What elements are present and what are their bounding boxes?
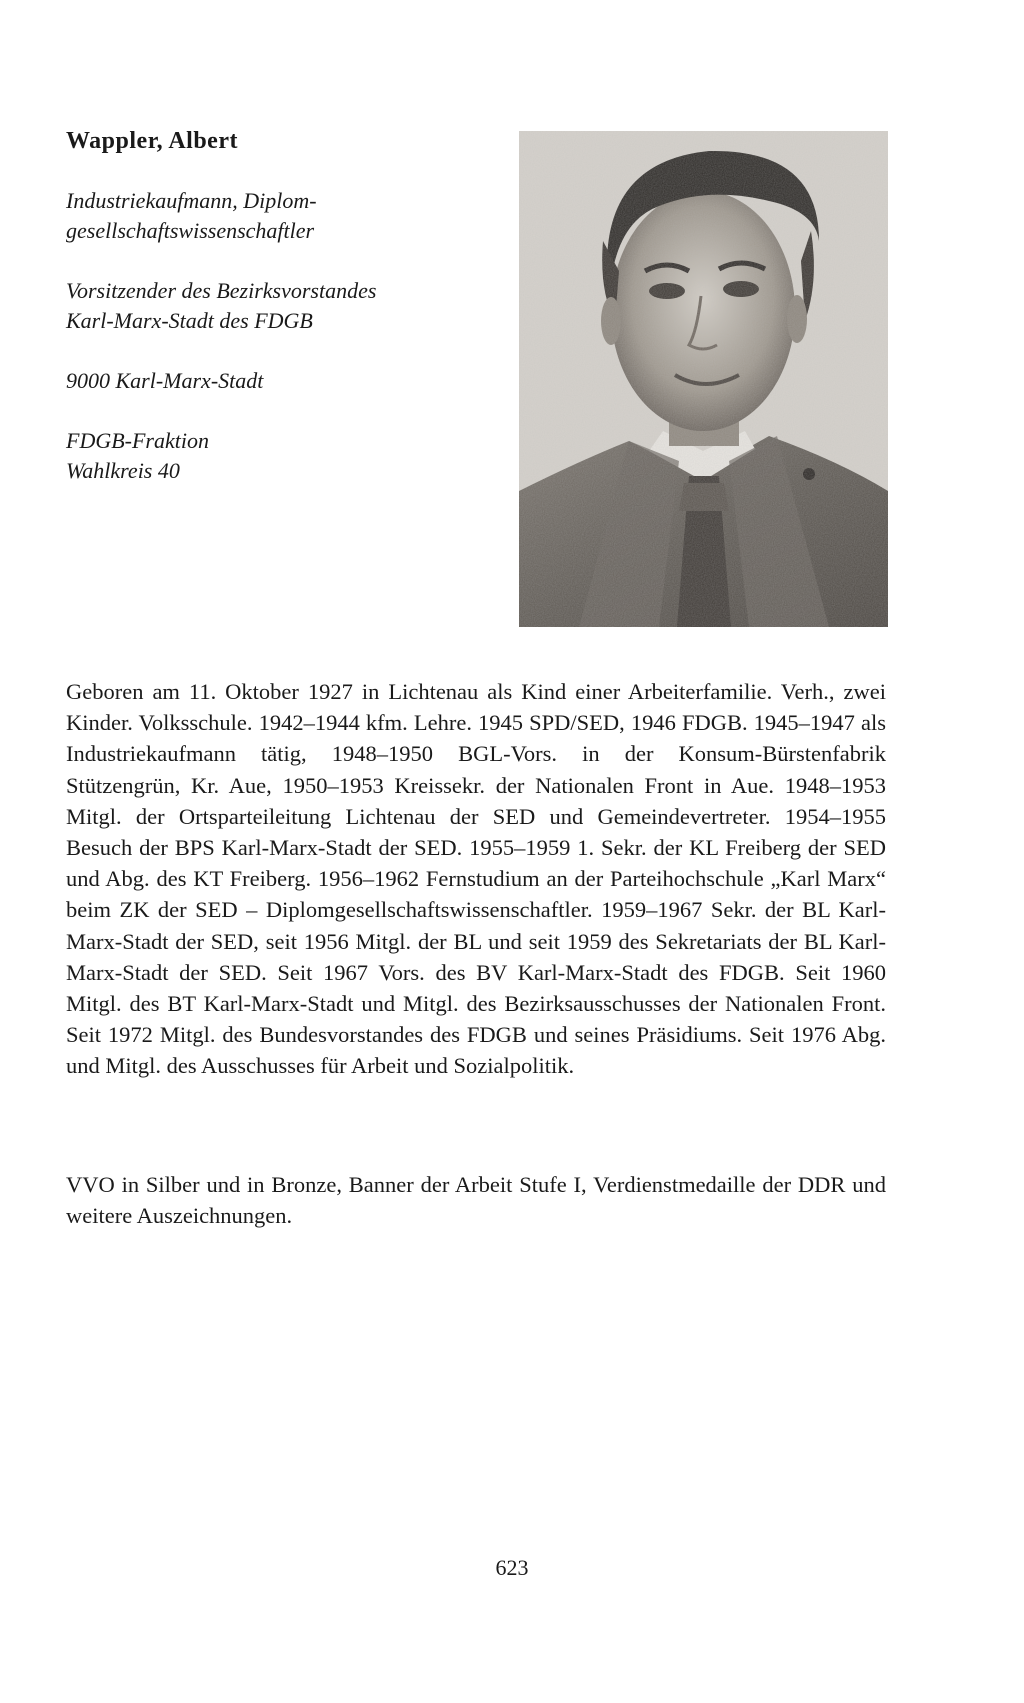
profession	[66, 186, 506, 246]
biography-text	[66, 676, 886, 1082]
faction: FDGB-Fraktion	[66, 428, 209, 453]
profession-line: Industriekaufmann, Diplom-	[66, 188, 317, 213]
address	[66, 366, 506, 396]
page-number: 623	[495, 1555, 529, 1580]
address-line: 9000 Karl-Marx-Stadt	[66, 368, 264, 393]
position	[66, 276, 506, 336]
portrait-photo	[519, 131, 888, 627]
constituency: Wahlkreis 40	[66, 458, 180, 483]
position-line: Vorsitzender des Bezirksvorstandes	[66, 278, 377, 303]
biography-paragraph: Geboren am 11. Oktober 1927 in Lichtenau als Kind einer Arbeiterfamilie. Verh., zwei Kinder. Volksschule. 1942–1944 kfm. Lehre. 1945 SPD/SED, 1946 FDGB. 1945–1947 als Industriekaufmann tätig, 1948–1950 BGL-Vors. in der Konsum-Bürstenfabrik Stützengrün, Kr. Aue, 1950–1953 Kreissekr. der Nationalen Front in Aue. 1948–1953 Mitgl. der Ortsparteileitung Lichtenau der SED und Gemeindevertreter. 1954–1955 Besuch der BPS Karl-Marx-Stadt der SED. 1955–1959 1. Sekr. der KL Freiberg der SED und Abg. des KT Freiberg. 1956–1962 Fernstudium an der Parteihochschule „Karl Marx“ beim ZK der SED – Diplomgesellschaftswissenschaftler. 1959–1967 Sekr. der BL Karl-Marx-Stadt der SED, seit 1956 Mitgl. der BL und seit 1959 des Sekretariats der BL Karl-Marx-Stadt der SED. Seit 1967 Vors. des BV Karl-Marx-Stadt des FDGB. Seit 1960 Mitgl. des BT Karl-Marx-Stadt und Mitgl. des Bezirksausschusses der Nationalen Front. Seit 1972 Mitgl. des Bundesvorstandes des FDGB und seines Präsidiums. Seit 1976 Abg. und Mitgl. des Ausschusses für Arbeit und Sozialpolitik.	[66, 679, 886, 1079]
position-line: Karl-Marx-Stadt des FDGB	[66, 308, 313, 333]
parliamentary-group	[66, 426, 506, 486]
person-info	[66, 186, 506, 486]
person-name: Wappler, Albert	[66, 128, 238, 154]
profession-line: gesellschaftswissenschaftler	[66, 218, 315, 243]
awards-text: VVO in Silber und in Bronze, Banner der Arbeit Stufe I, Verdienstmedaille der DDR und weitere Auszeichnungen.	[66, 1172, 886, 1229]
